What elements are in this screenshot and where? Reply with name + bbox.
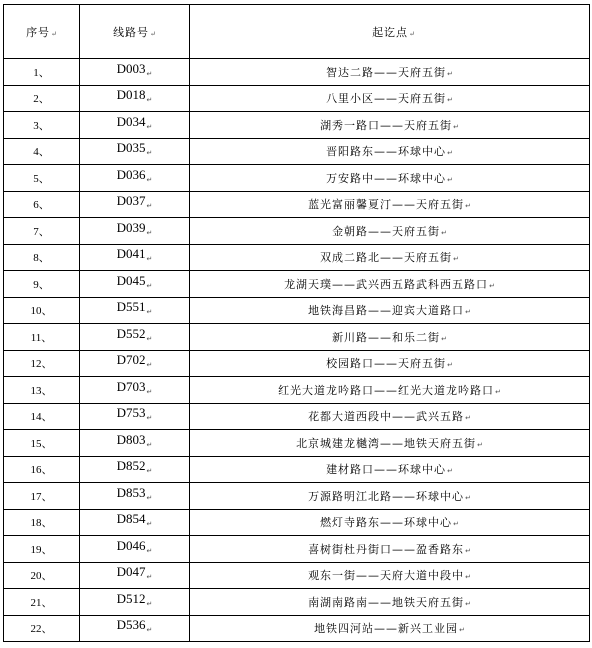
row-seq-cell — [4, 324, 80, 351]
row-seq-text: 16、 — [30, 464, 53, 477]
table-row — [4, 271, 590, 298]
row-line-cell — [80, 59, 190, 86]
row-seq-text: 11、 — [30, 331, 53, 344]
table-row — [4, 138, 590, 165]
table-row — [4, 562, 590, 589]
row-line-cell — [80, 85, 190, 112]
paragraph-mark-icon: ↵ — [453, 520, 459, 529]
row-seq-text: 5、 — [33, 172, 50, 185]
header-route — [190, 5, 590, 59]
paragraph-mark-icon: ↵ — [146, 414, 153, 423]
row-route-text: 建材路口——环球中心 — [326, 463, 447, 477]
paragraph-mark-icon: ↵ — [447, 149, 453, 158]
row-line-cell — [80, 138, 190, 165]
paragraph-mark-icon: ↵ — [465, 202, 471, 211]
row-line-cell — [80, 536, 190, 563]
paragraph-mark-icon: ↵ — [477, 440, 483, 449]
row-route-cell — [190, 509, 590, 536]
row-seq-cell — [4, 112, 80, 139]
row-route-text: 晋阳路东——环球中心 — [326, 145, 447, 159]
row-line-text: D536 — [116, 617, 146, 633]
row-line-text: D703 — [116, 378, 146, 394]
row-route-cell — [190, 403, 590, 430]
row-route-text: 喜树街杜丹街口——盈香路东 — [308, 542, 465, 556]
paragraph-mark-icon: ↵ — [465, 414, 471, 423]
paragraph-mark-icon: ↵ — [146, 281, 153, 290]
row-seq-text: 12、 — [30, 358, 53, 371]
row-route-text: 新川路——和乐二街 — [332, 330, 441, 344]
table-row — [4, 85, 590, 112]
row-line-text: D034 — [116, 113, 146, 129]
row-route-cell — [190, 350, 590, 377]
row-line-text: D045 — [116, 272, 146, 288]
row-seq-text: 19、 — [30, 543, 53, 556]
row-route-cell — [190, 271, 590, 298]
paragraph-mark-icon: ↵ — [447, 467, 453, 476]
paragraph-mark-icon: ↵ — [146, 255, 153, 264]
paragraph-mark-icon: ↵ — [146, 573, 153, 582]
row-line-text: D702 — [116, 352, 146, 368]
header-line — [80, 5, 190, 59]
row-route-text: 蓝光富丽馨夏汀——天府五街 — [308, 198, 465, 212]
paragraph-mark-icon: ↵ — [146, 493, 153, 502]
table-body — [4, 59, 590, 642]
row-seq-cell — [4, 589, 80, 616]
paragraph-mark-icon: ↵ — [465, 599, 471, 608]
paragraph-mark-icon: ↵ — [447, 361, 453, 370]
row-line-cell — [80, 483, 190, 510]
row-route-cell — [190, 59, 590, 86]
row-seq-text: 9、 — [33, 278, 50, 291]
row-route-cell — [190, 562, 590, 589]
row-route-text: 燃灯寺路东——环球中心 — [320, 516, 453, 530]
row-seq-text: 10、 — [30, 305, 53, 318]
row-route-cell — [190, 377, 590, 404]
table-row — [4, 324, 590, 351]
row-line-text: D037 — [116, 193, 146, 209]
row-route-cell — [190, 191, 590, 218]
paragraph-mark-icon: ↵ — [146, 546, 153, 555]
row-line-text: D018 — [116, 87, 146, 103]
row-line-cell — [80, 456, 190, 483]
row-seq-text: 21、 — [30, 596, 53, 609]
row-seq-text: 3、 — [33, 119, 50, 132]
row-route-cell — [190, 297, 590, 324]
paragraph-mark-icon: ↵ — [441, 334, 447, 343]
row-route-cell — [190, 218, 590, 245]
table-row — [4, 59, 590, 86]
row-seq-text: 15、 — [30, 437, 53, 450]
paragraph-mark-icon: ↵ — [146, 467, 153, 476]
row-seq-cell — [4, 59, 80, 86]
table-row — [4, 377, 590, 404]
paragraph-mark-icon: ↵ — [409, 29, 415, 38]
paragraph-mark-icon: ↵ — [465, 573, 471, 582]
row-seq-text: 6、 — [33, 199, 50, 212]
row-line-cell — [80, 244, 190, 271]
row-seq-cell — [4, 138, 80, 165]
row-seq-text: 7、 — [33, 225, 50, 238]
paragraph-mark-icon: ↵ — [146, 334, 153, 343]
paragraph-mark-icon: ↵ — [146, 122, 153, 131]
row-line-cell — [80, 297, 190, 324]
table-row — [4, 509, 590, 536]
table-row — [4, 403, 590, 430]
paragraph-mark-icon: ↵ — [465, 493, 471, 502]
paragraph-mark-icon: ↵ — [146, 308, 153, 317]
paragraph-mark-icon: ↵ — [465, 308, 471, 317]
row-route-text: 南湖南路南——地铁天府五街 — [308, 595, 465, 609]
bus-route-table — [3, 4, 590, 642]
table-row — [4, 191, 590, 218]
row-line-cell — [80, 218, 190, 245]
row-line-text: D036 — [116, 166, 146, 182]
header-seq-text: 序号 — [26, 25, 51, 39]
row-line-cell — [80, 191, 190, 218]
row-seq-cell — [4, 403, 80, 430]
row-line-text: D852 — [116, 458, 146, 474]
row-route-text: 金朝路——天府五街 — [332, 224, 441, 238]
table-row — [4, 350, 590, 377]
paragraph-mark-icon: ↵ — [489, 281, 495, 290]
table-row — [4, 218, 590, 245]
header-row — [4, 5, 590, 59]
row-line-cell — [80, 509, 190, 536]
table-header — [4, 5, 590, 59]
table-row — [4, 112, 590, 139]
row-route-cell — [190, 85, 590, 112]
table-row — [4, 536, 590, 563]
paragraph-mark-icon: ↵ — [146, 175, 153, 184]
paragraph-mark-icon: ↵ — [447, 175, 453, 184]
paragraph-mark-icon: ↵ — [146, 626, 153, 635]
row-line-cell — [80, 562, 190, 589]
paragraph-mark-icon: ↵ — [146, 361, 153, 370]
table-row — [4, 456, 590, 483]
paragraph-mark-icon: ↵ — [453, 255, 459, 264]
row-seq-text: 1、 — [33, 66, 50, 79]
table-row — [4, 589, 590, 616]
row-route-cell — [190, 324, 590, 351]
row-line-text: D035 — [116, 140, 146, 156]
header-line-text: 线路号 — [113, 25, 150, 39]
row-seq-text: 20、 — [30, 570, 53, 583]
row-route-cell — [190, 589, 590, 616]
row-seq-cell — [4, 483, 80, 510]
table-row — [4, 244, 590, 271]
row-line-cell — [80, 377, 190, 404]
row-route-text: 校园路口——天府五街 — [326, 357, 447, 371]
row-route-cell — [190, 112, 590, 139]
row-seq-cell — [4, 244, 80, 271]
row-route-text: 观东一街——天府大道中段中 — [308, 569, 465, 583]
table-row — [4, 165, 590, 192]
row-seq-cell — [4, 536, 80, 563]
row-seq-cell — [4, 456, 80, 483]
row-line-cell — [80, 430, 190, 457]
row-seq-cell — [4, 377, 80, 404]
row-route-cell — [190, 138, 590, 165]
row-line-text: D854 — [116, 511, 146, 527]
row-seq-cell — [4, 218, 80, 245]
row-line-text: D803 — [116, 431, 146, 447]
table-row — [4, 483, 590, 510]
row-line-cell — [80, 112, 190, 139]
row-route-cell — [190, 483, 590, 510]
row-route-text: 北京城建龙樾湾——地铁天府五街 — [296, 436, 477, 450]
header-seq — [4, 5, 80, 59]
row-line-text: D512 — [116, 590, 146, 606]
row-seq-cell — [4, 191, 80, 218]
row-line-text: D039 — [116, 219, 146, 235]
row-line-text: D003 — [116, 60, 146, 76]
paragraph-mark-icon: ↵ — [447, 69, 453, 78]
row-route-cell — [190, 456, 590, 483]
row-seq-cell — [4, 85, 80, 112]
row-line-cell — [80, 271, 190, 298]
row-route-text: 万源路明江北路——环球中心 — [308, 489, 465, 503]
row-line-cell — [80, 324, 190, 351]
row-line-text: D041 — [116, 246, 146, 262]
row-seq-cell — [4, 562, 80, 589]
row-seq-text: 2、 — [33, 93, 50, 106]
paragraph-mark-icon: ↵ — [146, 440, 153, 449]
row-seq-cell — [4, 271, 80, 298]
table-row — [4, 615, 590, 642]
paragraph-mark-icon: ↵ — [459, 626, 465, 635]
row-seq-cell — [4, 430, 80, 457]
row-seq-text: 17、 — [30, 490, 53, 503]
row-seq-cell — [4, 165, 80, 192]
row-seq-text: 22、 — [30, 623, 53, 636]
row-line-text: D753 — [116, 405, 146, 421]
row-line-text: D551 — [116, 299, 146, 315]
row-route-cell — [190, 536, 590, 563]
row-route-text: 龙湖天璞——武兴西五路武科西五路口 — [284, 277, 489, 291]
row-route-text: 花都大道西段中——武兴五路 — [308, 410, 465, 424]
paragraph-mark-icon: ↵ — [441, 228, 447, 237]
row-route-text: 地铁四河站——新兴工业园 — [314, 622, 459, 636]
paragraph-mark-icon: ↵ — [150, 29, 156, 38]
row-seq-text: 8、 — [33, 252, 50, 265]
paragraph-mark-icon: ↵ — [146, 228, 153, 237]
paragraph-mark-icon: ↵ — [51, 29, 57, 38]
row-seq-text: 4、 — [33, 146, 50, 159]
row-route-text: 智达二路——天府五街 — [326, 65, 447, 79]
paragraph-mark-icon: ↵ — [146, 149, 153, 158]
row-line-cell — [80, 165, 190, 192]
row-line-text: D046 — [116, 537, 146, 553]
row-seq-text: 13、 — [30, 384, 53, 397]
table-row — [4, 430, 590, 457]
row-route-text: 八里小区——天府五街 — [326, 92, 447, 106]
row-seq-cell — [4, 297, 80, 324]
row-seq-text: 18、 — [30, 517, 53, 530]
row-seq-cell — [4, 615, 80, 642]
paragraph-mark-icon: ↵ — [453, 122, 459, 131]
row-line-text: D047 — [116, 564, 146, 580]
header-route-text: 起讫点 — [372, 25, 409, 39]
row-seq-cell — [4, 509, 80, 536]
row-route-text: 万安路中——环球中心 — [326, 171, 447, 185]
paragraph-mark-icon: ↵ — [495, 387, 501, 396]
paragraph-mark-icon: ↵ — [146, 520, 153, 529]
paragraph-mark-icon: ↵ — [146, 202, 153, 211]
paragraph-mark-icon: ↵ — [465, 546, 471, 555]
row-line-text: D552 — [116, 325, 146, 341]
row-line-cell — [80, 403, 190, 430]
row-route-cell — [190, 165, 590, 192]
row-line-cell — [80, 350, 190, 377]
row-route-text: 湖秀一路口——天府五街 — [320, 118, 453, 132]
row-line-cell — [80, 589, 190, 616]
row-route-cell — [190, 244, 590, 271]
row-route-text: 双成二路北——天府五街 — [320, 251, 453, 265]
row-seq-cell — [4, 350, 80, 377]
row-route-text: 红光大道龙吟路口——红光大道龙吟路口 — [278, 383, 495, 397]
row-line-cell — [80, 615, 190, 642]
table-row — [4, 297, 590, 324]
row-line-text: D853 — [116, 484, 146, 500]
paragraph-mark-icon: ↵ — [146, 387, 153, 396]
paragraph-mark-icon: ↵ — [146, 69, 153, 78]
row-route-cell — [190, 430, 590, 457]
paragraph-mark-icon: ↵ — [447, 96, 453, 105]
row-route-cell — [190, 615, 590, 642]
paragraph-mark-icon: ↵ — [146, 96, 153, 105]
row-route-text: 地铁海昌路——迎宾大道路口 — [308, 304, 465, 318]
paragraph-mark-icon: ↵ — [146, 599, 153, 608]
row-seq-text: 14、 — [30, 411, 53, 424]
